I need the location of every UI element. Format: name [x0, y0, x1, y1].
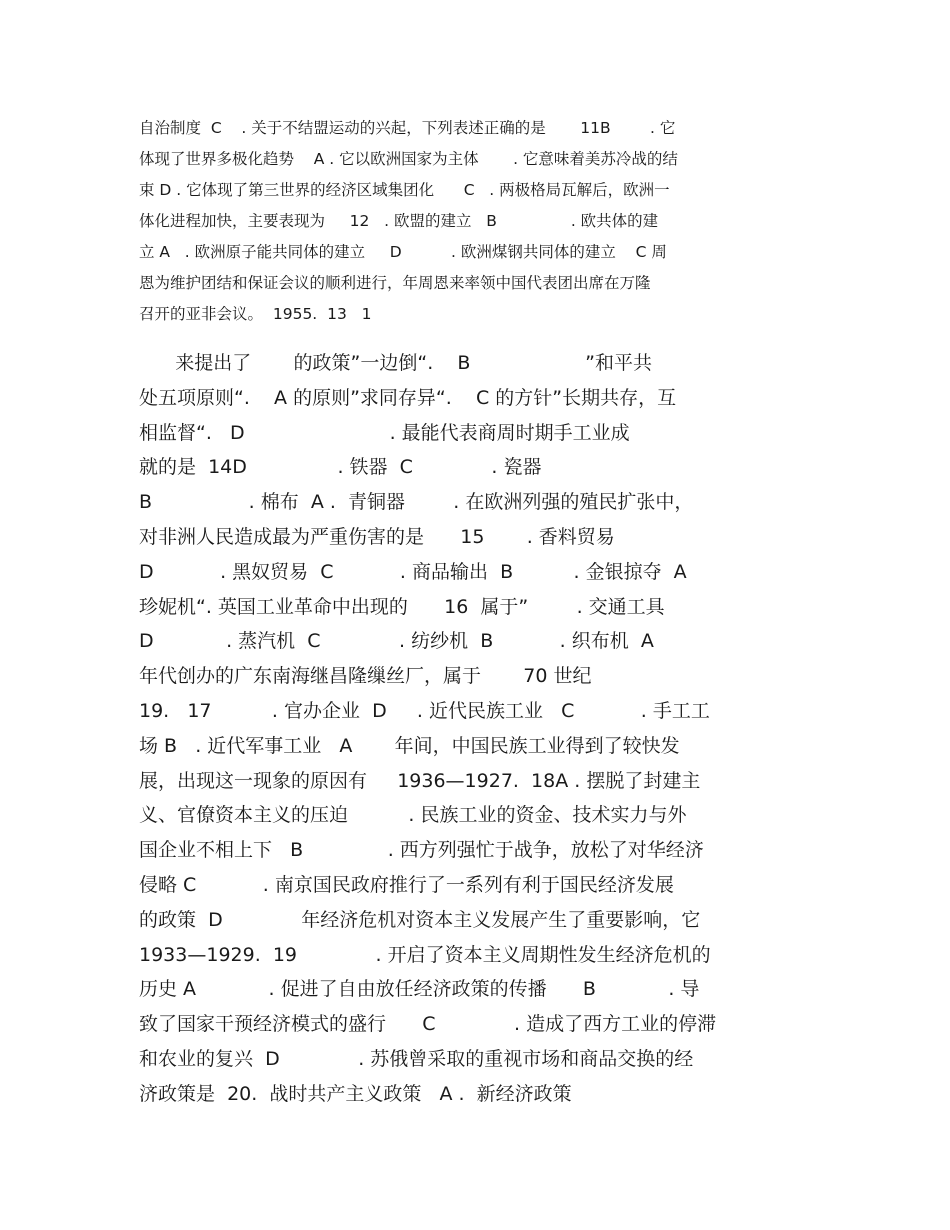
paragraph-1 — [139, 113, 819, 330]
text-line: 19. 17 . 官办企业 D . 近代民族工业 C . 手工工 — [139, 699, 710, 722]
text-line: 自治制度 C . 关于不结盟运动的兴起，下列表述正确的是 11B . 它 — [139, 119, 676, 137]
text-line: 相监督“. D . 最能代表商周时期手工业成 — [139, 421, 630, 444]
text-line: 展，出现这一现象的原因有 1936—1927. 18A . 摆脱了封建主 — [139, 769, 701, 792]
text-line: 国企业不相上下 B . 西方列强忙于战争，放松了对华经济 — [139, 839, 704, 862]
paragraph-2 — [139, 346, 819, 1112]
text-line: 来提出了 的政策”一边倒“. B ”和平共 — [139, 352, 653, 374]
text-line: 就的是 14D . 铁器 C . 瓷器 — [139, 456, 542, 479]
text-line: 珍妮机“. 英国工业革命中出现的 16 属于” . 交通工具 — [139, 595, 665, 618]
text-line: D . 蒸汽机 C . 纺纱机 B . 织布机 A — [139, 630, 654, 653]
text-line: 处五项原则“. A 的原则”求同存异“. C 的方针”长期共存，互 — [139, 386, 677, 409]
text-line: 义、官僚资本主义的压迫 . 民族工业的资金、技术实力与外 — [139, 804, 687, 827]
text-line: 历史 A . 促进了自由放任经济政策的传播 B . 导 — [139, 978, 700, 1001]
text-line: 召开的亚非会议。 1955. 13 1 — [139, 305, 372, 323]
text-line: B . 棉布 A . 青铜器 . 在欧洲列强的殖民扩张中， — [139, 491, 694, 514]
text-line: 场 B . 近代军事工业 A 年间，中国民族工业得到了较快发 — [139, 734, 680, 757]
text-line: 年代创办的广东南海继昌隆缫丝厂，属于 70 世纪 — [139, 665, 592, 688]
text-line: 的政策 D 年经济危机对资本主义发展产生了重要影响，它 — [139, 908, 701, 931]
text-line: 体现了世界多极化趋势 A . 它以欧洲国家为主体 . 它意味着美苏冷战的结 — [139, 150, 678, 168]
text-line: 束 D . 它体现了第三世界的经济区域集团化 C . 两极格局瓦解后，欧洲一 — [139, 181, 670, 199]
text-line: 侵略 C . 南京国民政府推行了一系列有利于国民经济发展 — [139, 873, 674, 896]
text-line: 体化进程加快，主要表现为 12 . 欧盟的建立 B . 欧共体的建 — [139, 212, 659, 230]
text-line: 恩为维护团结和保证会议的顺利进行，年周恩来率领中国代表团出席在万隆 — [139, 274, 651, 292]
text-line: D . 黑奴贸易 C . 商品输出 B . 金银掠夺 A — [139, 560, 687, 583]
text-line: 致了国家干预经济模式的盛行 C . 造成了西方工业的停滞 — [139, 1013, 717, 1036]
text-line: 立 A . 欧洲原子能共同体的建立 D . 欧洲煤钢共同体的建立 C 周 — [139, 243, 667, 261]
text-line: 和农业的复兴 D . 苏俄曾采取的重视市场和商品交换的经 — [139, 1047, 694, 1070]
text-line: 1933—1929. 19 . 开启了资本主义周期性发生经济危机的 — [139, 943, 711, 966]
text-line: 济政策是 20. 战时共产主义政策 A . 新经济政策 — [139, 1082, 572, 1105]
text-line: 对非洲人民造成最为严重伤害的是 15 . 香料贸易 — [139, 525, 615, 548]
